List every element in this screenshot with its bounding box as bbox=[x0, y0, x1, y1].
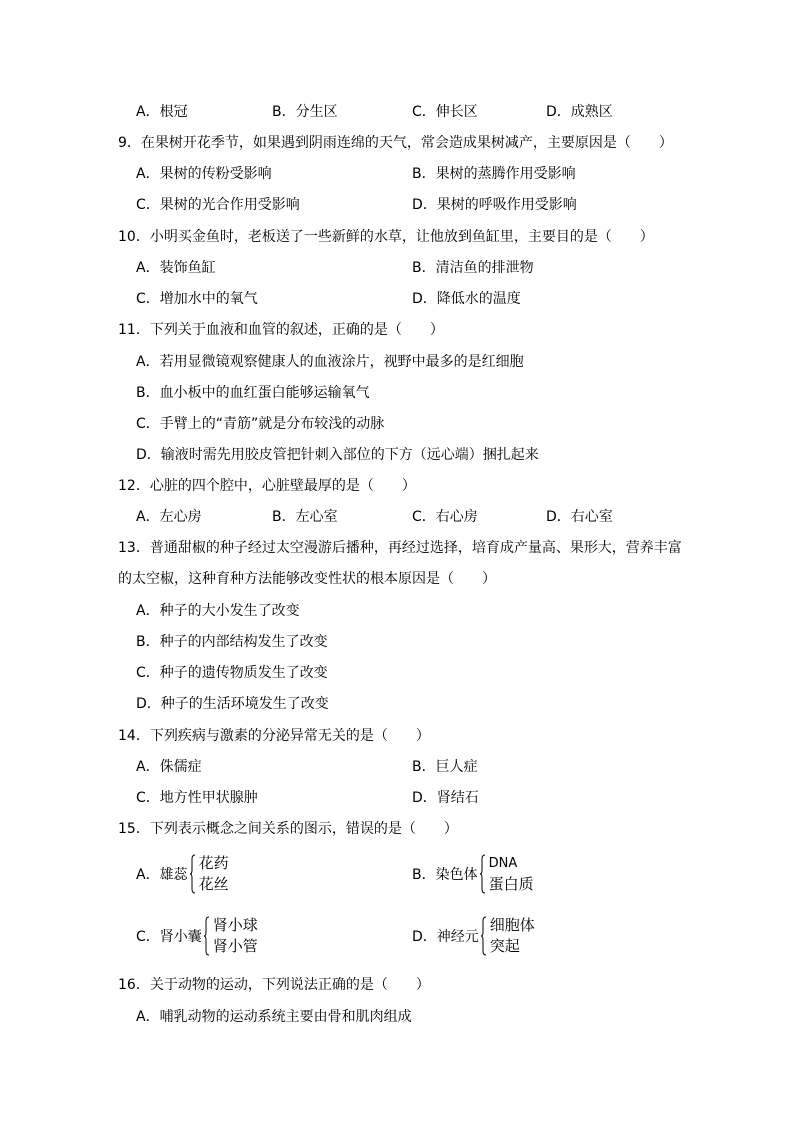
option-b: B．果树的蒸腾作用受影响 bbox=[412, 166, 576, 182]
option-c: C．手臂上的“青筋”就是分布较浅的动脉 bbox=[136, 416, 385, 432]
option-a: A．若用显微镜观察健康人的血液涂片，视野中最多的是红细胞 bbox=[136, 354, 524, 370]
concept-item: DNA bbox=[488, 856, 518, 871]
option-a: A．种子的大小发生了改变 bbox=[136, 603, 300, 619]
option-a-diagram bbox=[136, 853, 229, 895]
option-b: B．分生区 bbox=[272, 104, 338, 120]
option-c: C．增加水中的氧气 bbox=[136, 291, 258, 307]
question-11-stem: 11．下列关于血液和血管的叙述，正确的是（ ） bbox=[118, 322, 444, 338]
option-d: D．肾结石 bbox=[412, 790, 479, 806]
question-13-stem-line1: 13．普通甜椒的种子经过太空漫游后播种，再经过选择，培育成产量高、果形大，营养丰富 bbox=[118, 540, 682, 556]
concept-item: 突起 bbox=[489, 937, 520, 955]
option-label: D．神经元 bbox=[412, 929, 479, 945]
question-16-stem: 16．关于动物的运动，下列说法正确的是（ ） bbox=[118, 977, 430, 993]
left-brace-icon bbox=[480, 854, 486, 894]
option-a: A．侏儒症 bbox=[136, 759, 202, 775]
option-label: A．雄蕊 bbox=[136, 867, 188, 883]
option-a: A．装饰鱼缸 bbox=[136, 260, 216, 276]
question-9-stem: 9．在果树开花季节，如果遇到阴雨连绵的天气，常会造成果树减产，主要原因是（ ） bbox=[118, 135, 673, 151]
left-brace-icon bbox=[481, 916, 487, 956]
left-brace-icon bbox=[190, 854, 196, 894]
option-c: C．种子的遗传物质发生了改变 bbox=[136, 665, 328, 681]
question-10-stem: 10．小明买金鱼时，老板送了一些新鲜的水草，让他放到鱼缸里，主要目的是（ ） bbox=[118, 229, 654, 245]
option-d: D．成熟区 bbox=[546, 104, 613, 120]
concept-item: 细胞体 bbox=[489, 916, 535, 934]
option-b-diagram bbox=[412, 853, 534, 895]
concept-item: 肾小球 bbox=[212, 916, 258, 934]
option-b: B．巨人症 bbox=[412, 759, 478, 775]
question-13-stem-line2: 的太空椒，这种育种方法能够改变性状的根本原因是（ ） bbox=[118, 571, 496, 587]
option-d: D．降低水的温度 bbox=[412, 291, 521, 307]
option-b: B．种子的内部结构发生了改变 bbox=[136, 634, 328, 650]
concept-item: 花丝 bbox=[198, 875, 229, 893]
option-c: C．右心房 bbox=[412, 509, 478, 525]
concept-item: 花药 bbox=[198, 854, 229, 872]
option-c: C．果树的光合作用受影响 bbox=[136, 197, 300, 213]
concept-item: 蛋白质 bbox=[488, 875, 534, 893]
option-d: D．种子的生活环境发生了改变 bbox=[136, 696, 329, 712]
concept-item: 肾小管 bbox=[212, 937, 258, 955]
left-brace-icon bbox=[204, 916, 210, 956]
option-d: D．输液时需先用胶皮管把针刺入部位的下方（远心端）捆扎起来 bbox=[136, 447, 539, 463]
option-d: D．果树的呼吸作用受影响 bbox=[412, 197, 577, 213]
option-c: C．地方性甲状腺肿 bbox=[136, 790, 258, 806]
question-14-stem: 14．下列疾病与激素的分泌异常无关的是（ ） bbox=[118, 728, 430, 744]
question-15-stem: 15．下列表示概念之间关系的图示，错误的是（ ） bbox=[118, 821, 458, 837]
option-label: C．肾小囊 bbox=[136, 929, 202, 945]
option-b: B．清洁鱼的排泄物 bbox=[412, 260, 534, 276]
question-12-stem: 12．心脏的四个腔中，心脏壁最厚的是（ ） bbox=[118, 478, 416, 494]
option-d-diagram bbox=[412, 915, 535, 957]
option-b: B．血小板中的血红蛋白能够运输氧气 bbox=[136, 385, 370, 401]
option-a: A．哺乳动物的运动系统主要由骨和肌肉组成 bbox=[136, 1009, 412, 1025]
option-a: A．左心房 bbox=[136, 509, 202, 525]
option-b: B．左心室 bbox=[272, 509, 338, 525]
option-c: C．伸长区 bbox=[412, 104, 478, 120]
option-d: D．右心室 bbox=[546, 509, 613, 525]
option-label: B．染色体 bbox=[412, 867, 478, 883]
option-a: A．果树的传粉受影响 bbox=[136, 166, 272, 182]
option-c-diagram bbox=[136, 915, 258, 957]
option-a: A．根冠 bbox=[136, 104, 188, 120]
